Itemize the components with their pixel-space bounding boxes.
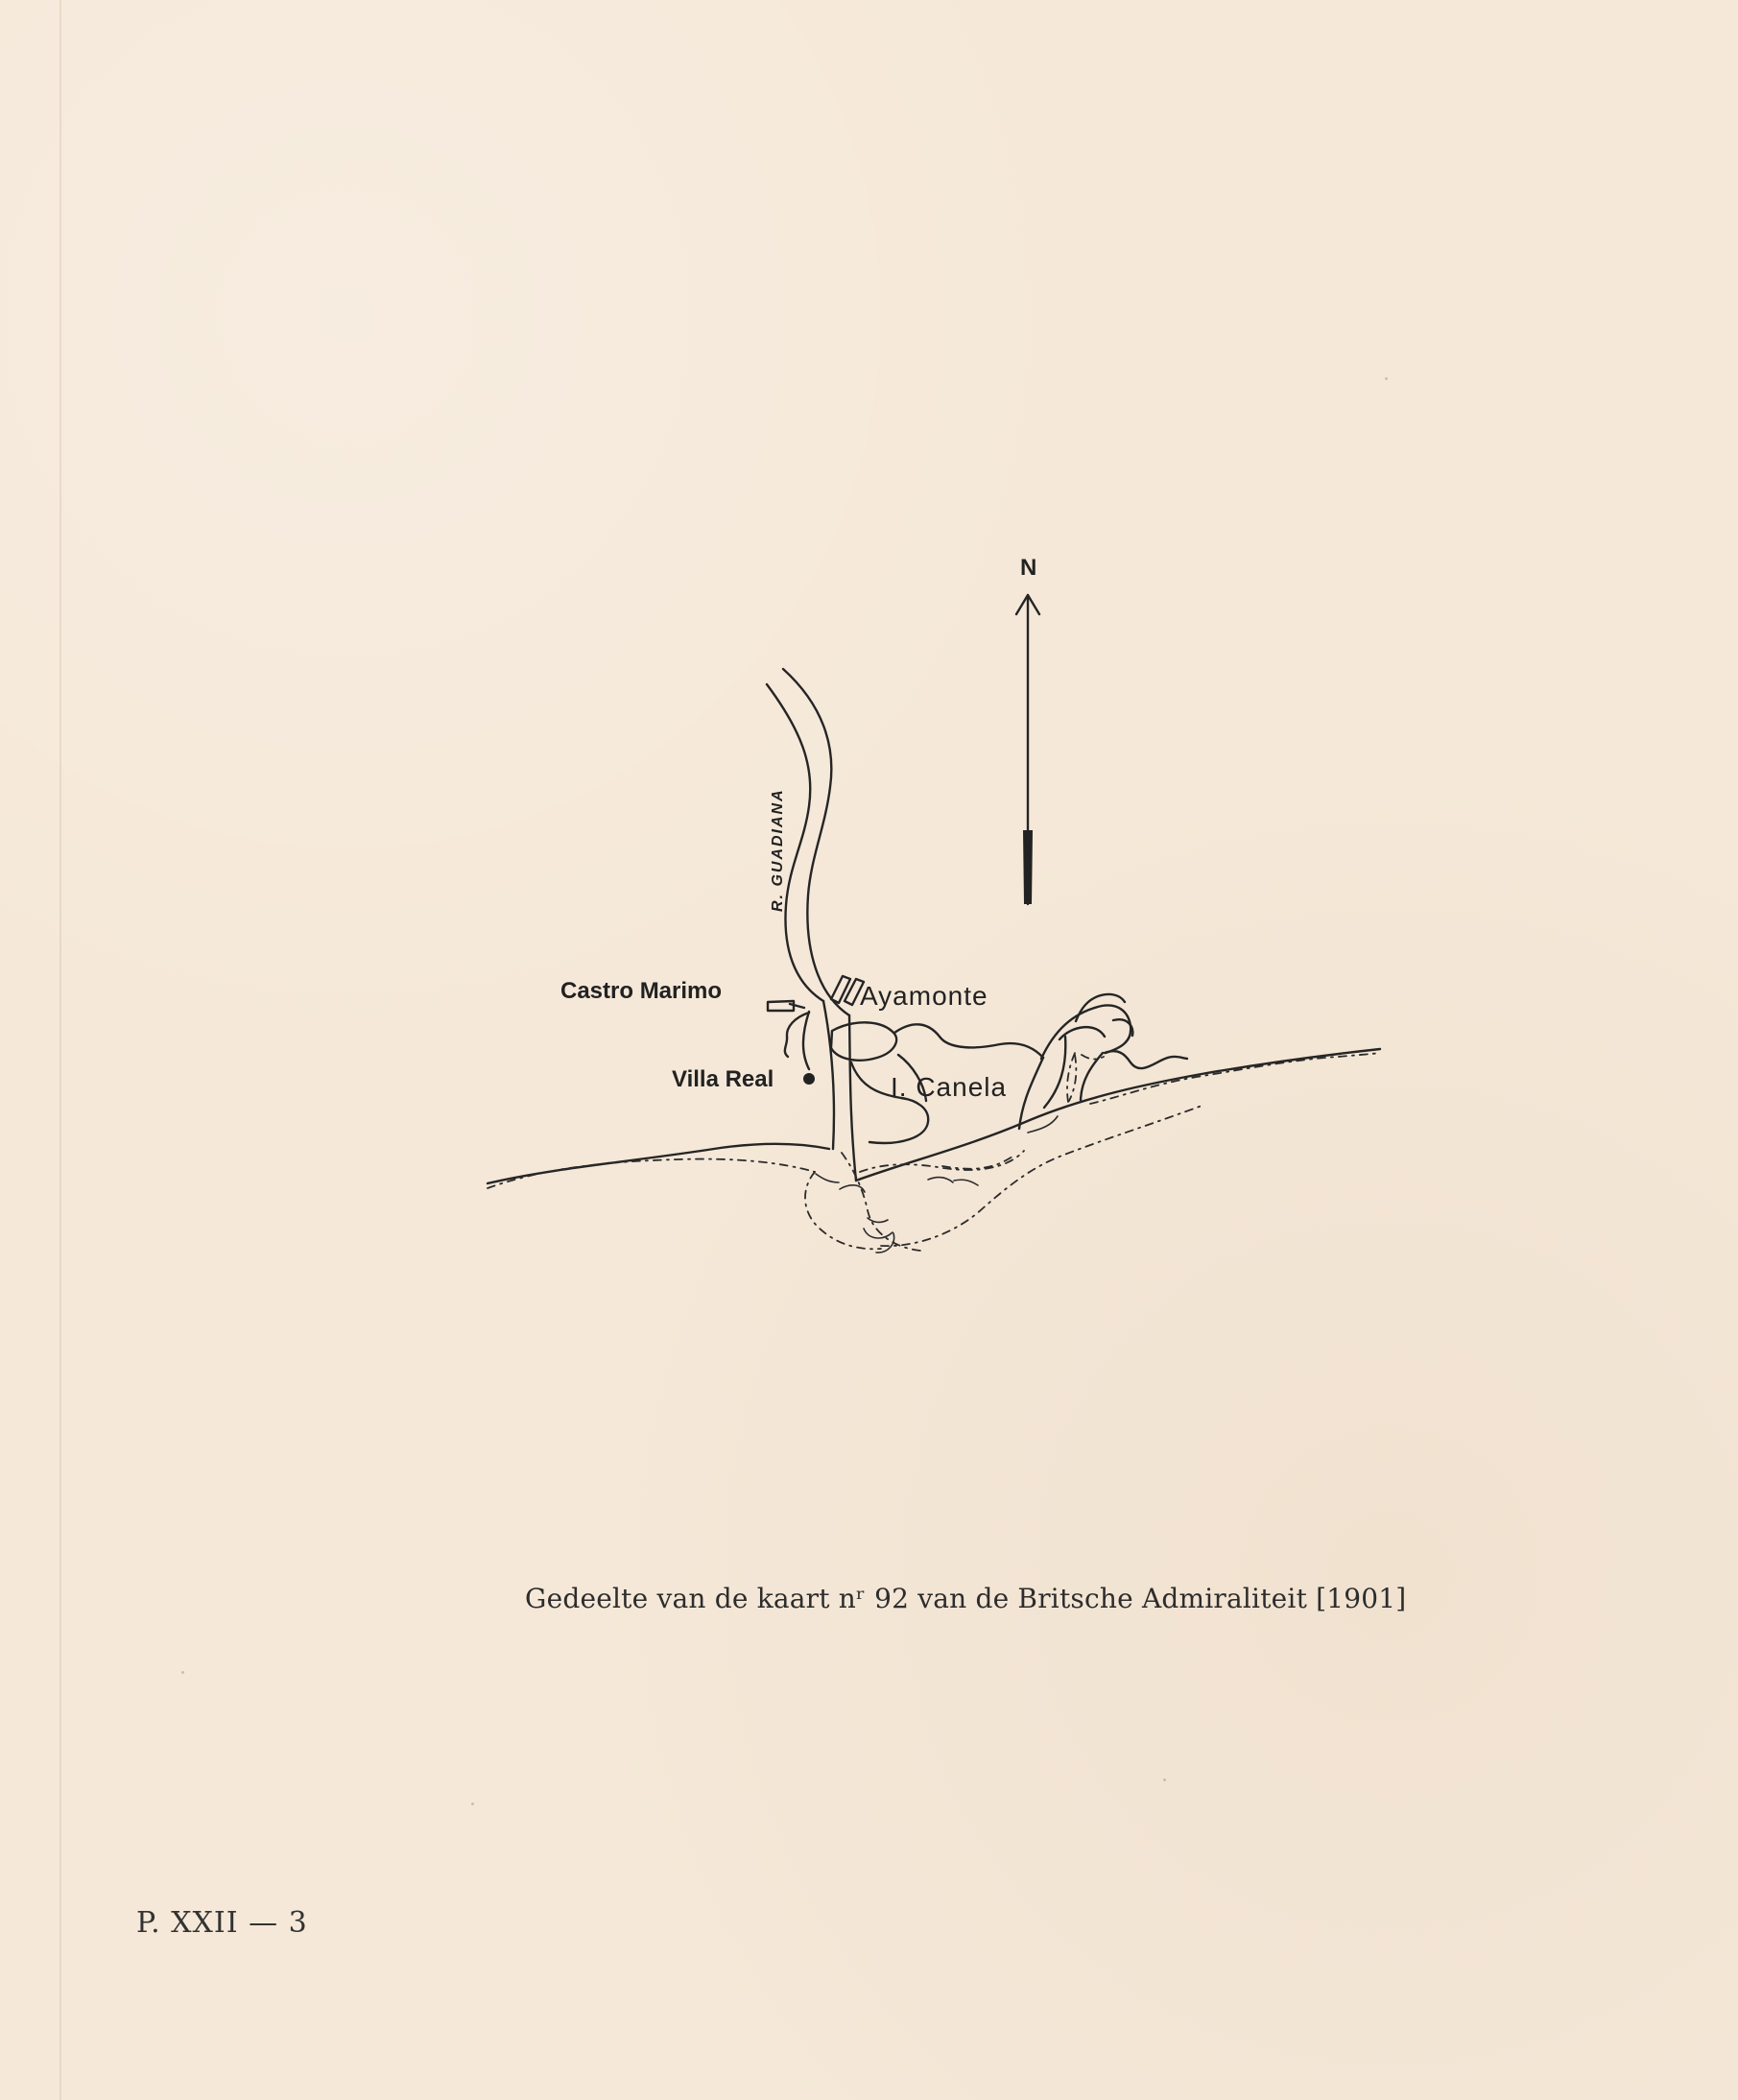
eastern-channels: [1041, 994, 1187, 1108]
paper-speck: [1163, 1778, 1166, 1781]
castro-marimo-label: Castro Marimo: [560, 978, 723, 1004]
villa-real-label: Villa Real: [672, 1066, 774, 1092]
paper-speck: [181, 1671, 184, 1674]
i-canela-label: I. Canela: [891, 1072, 1008, 1102]
coastline: [488, 1049, 1380, 1183]
ayamonte-label: Ayamonte: [860, 981, 988, 1011]
paper-speck: [471, 1802, 474, 1805]
map-caption: Gedeelte van de kaart nʳ 92 van de Britsche Admiraliteit [1901]: [525, 1583, 1407, 1614]
north-arrow-icon: [1016, 595, 1039, 904]
paper-speck: [1385, 377, 1388, 380]
page-number: P. XXII — 3: [136, 1906, 308, 1940]
north-label: N: [1020, 555, 1037, 581]
west-bank-features: [768, 1001, 815, 1085]
river-label: R. GUADIANA: [770, 788, 786, 912]
